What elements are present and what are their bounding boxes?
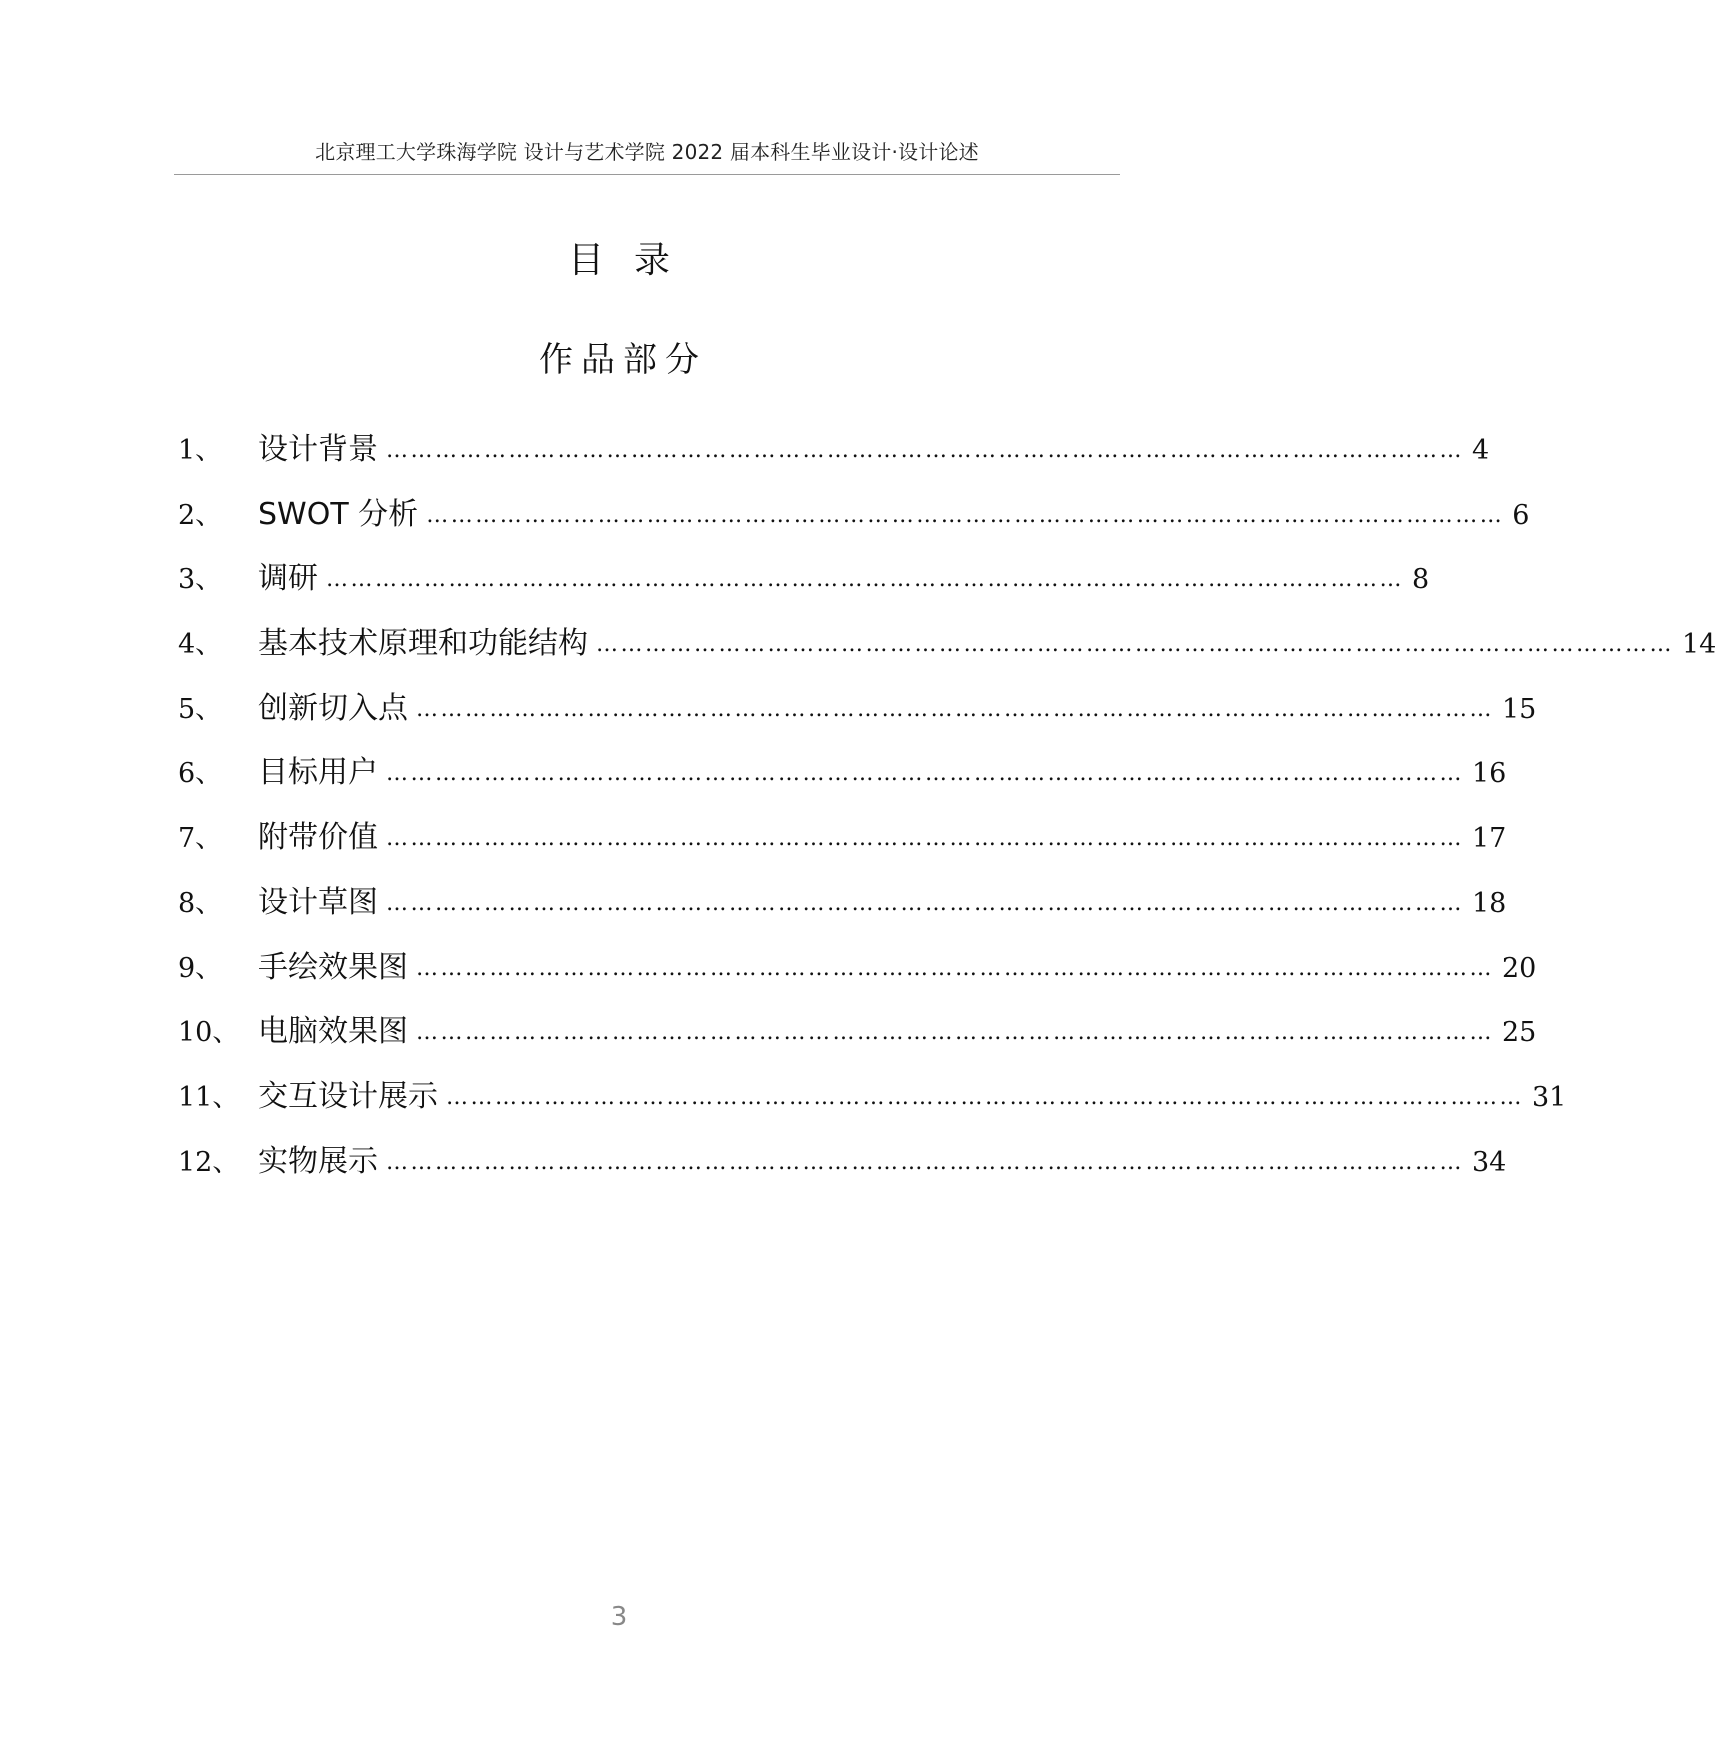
toc-entry-7[interactable] xyxy=(178,812,1507,877)
toc-entry-title: 附带价值 xyxy=(258,820,378,856)
toc-entry-10[interactable] xyxy=(178,1006,1537,1071)
toc-entry-number: 8、 xyxy=(178,887,223,919)
toc-entry-number: 9、 xyxy=(178,952,223,984)
toc-title: 目录 xyxy=(567,240,700,281)
page-number: 3 xyxy=(610,1602,628,1632)
toc-entry-3[interactable] xyxy=(178,553,1430,618)
toc-leader-dots: …………………………………………………………………………………………………………………… xyxy=(416,1020,1494,1046)
toc-entry-number: 3、 xyxy=(178,564,223,596)
toc-entry-page: 31 xyxy=(1532,1081,1567,1113)
toc-entry-8[interactable] xyxy=(178,877,1507,942)
toc-entry-11[interactable] xyxy=(178,1071,1567,1136)
toc-entry-page: 14 xyxy=(1682,629,1716,661)
toc-leader-dots: …………………………………………………………………………………………………………………… xyxy=(426,502,1505,528)
toc-leader-dots: …………………………………………………………………………………………………………………… xyxy=(386,826,1464,852)
toc-entry-9[interactable] xyxy=(178,942,1537,1007)
toc-entry-page: 8 xyxy=(1412,564,1430,596)
running-header: 北京理工大学珠海学院 设计与艺术学院 2022 届本科生毕业设计·设计论述 xyxy=(315,140,979,164)
toc-entry-title: 实物展示 xyxy=(258,1143,378,1179)
toc-entry-title: SWOT 分析 xyxy=(258,496,419,532)
toc-leader-dots: …………………………………………………………………………………………………………………… xyxy=(416,696,1494,722)
toc-entry-number: 7、 xyxy=(178,823,223,855)
toc-entry-page: 34 xyxy=(1472,1146,1507,1178)
toc-entry-number: 6、 xyxy=(178,758,223,790)
toc-entry-page: 4 xyxy=(1472,435,1490,466)
toc-entry-page: 15 xyxy=(1502,693,1537,725)
toc-entry-number: 1、 xyxy=(178,435,223,466)
toc-entry-number: 5、 xyxy=(178,693,223,725)
toc-leader-dots: …………………………………………………………………………………………………………………… xyxy=(386,438,1464,463)
toc-entry-page: 25 xyxy=(1502,1017,1537,1049)
toc-entry-page: 16 xyxy=(1472,758,1507,790)
toc-entry-page: 20 xyxy=(1502,952,1537,984)
toc-entry-number: 4、 xyxy=(178,629,223,661)
toc-entry-title: 设计草图 xyxy=(258,884,378,920)
toc-entry-title: 电脑效果图 xyxy=(258,1014,408,1050)
toc-entry-number: 2、 xyxy=(178,499,223,531)
toc-entry-number: 10、 xyxy=(178,1017,240,1049)
header-rule xyxy=(174,174,1120,175)
toc-entry-5[interactable] xyxy=(178,683,1537,748)
toc-entry-page: 6 xyxy=(1512,499,1530,531)
toc-entry-title: 交互设计展示 xyxy=(258,1078,438,1114)
toc-entry-12[interactable] xyxy=(178,1136,1507,1201)
toc-leader-dots: …………………………………………………………………………………………………………………… xyxy=(386,761,1464,787)
toc-entry-6[interactable] xyxy=(178,747,1507,812)
toc-entry-2[interactable] xyxy=(178,489,1530,554)
toc-entry-title: 调研 xyxy=(258,561,318,597)
toc-leader-dots: …………………………………………………………………………………………………………………… xyxy=(386,890,1464,916)
toc-leader-dots: …………………………………………………………………………………………………………………… xyxy=(326,567,1404,593)
toc-entry-page: 18 xyxy=(1472,887,1507,919)
toc-entry-1[interactable] xyxy=(178,424,1490,489)
toc-entry-title: 手绘效果图 xyxy=(258,949,408,985)
toc-entry-page: 17 xyxy=(1472,823,1507,855)
toc-entry-title: 设计背景 xyxy=(258,432,378,467)
toc-entry-number: 12、 xyxy=(178,1146,240,1178)
toc-leader-dots: …………………………………………………………………………………………………………………… xyxy=(416,955,1494,981)
section-title: 作品部分 xyxy=(539,340,707,380)
toc-entry-4[interactable] xyxy=(178,618,1716,683)
toc-entry-title: 目标用户 xyxy=(258,755,378,791)
toc-leader-dots: …………………………………………………………………………………………………………………… xyxy=(446,1084,1524,1110)
toc-entry-title: 基本技术原理和功能结构 xyxy=(258,626,588,662)
toc-leader-dots: …………………………………………………………………………………………………………………… xyxy=(596,632,1674,658)
toc-entry-title: 创新切入点 xyxy=(258,690,408,726)
toc-leader-dots: …………………………………………………………………………………………………………………… xyxy=(386,1149,1464,1175)
toc-list xyxy=(178,424,1716,1200)
toc-entry-number: 11、 xyxy=(178,1081,240,1113)
